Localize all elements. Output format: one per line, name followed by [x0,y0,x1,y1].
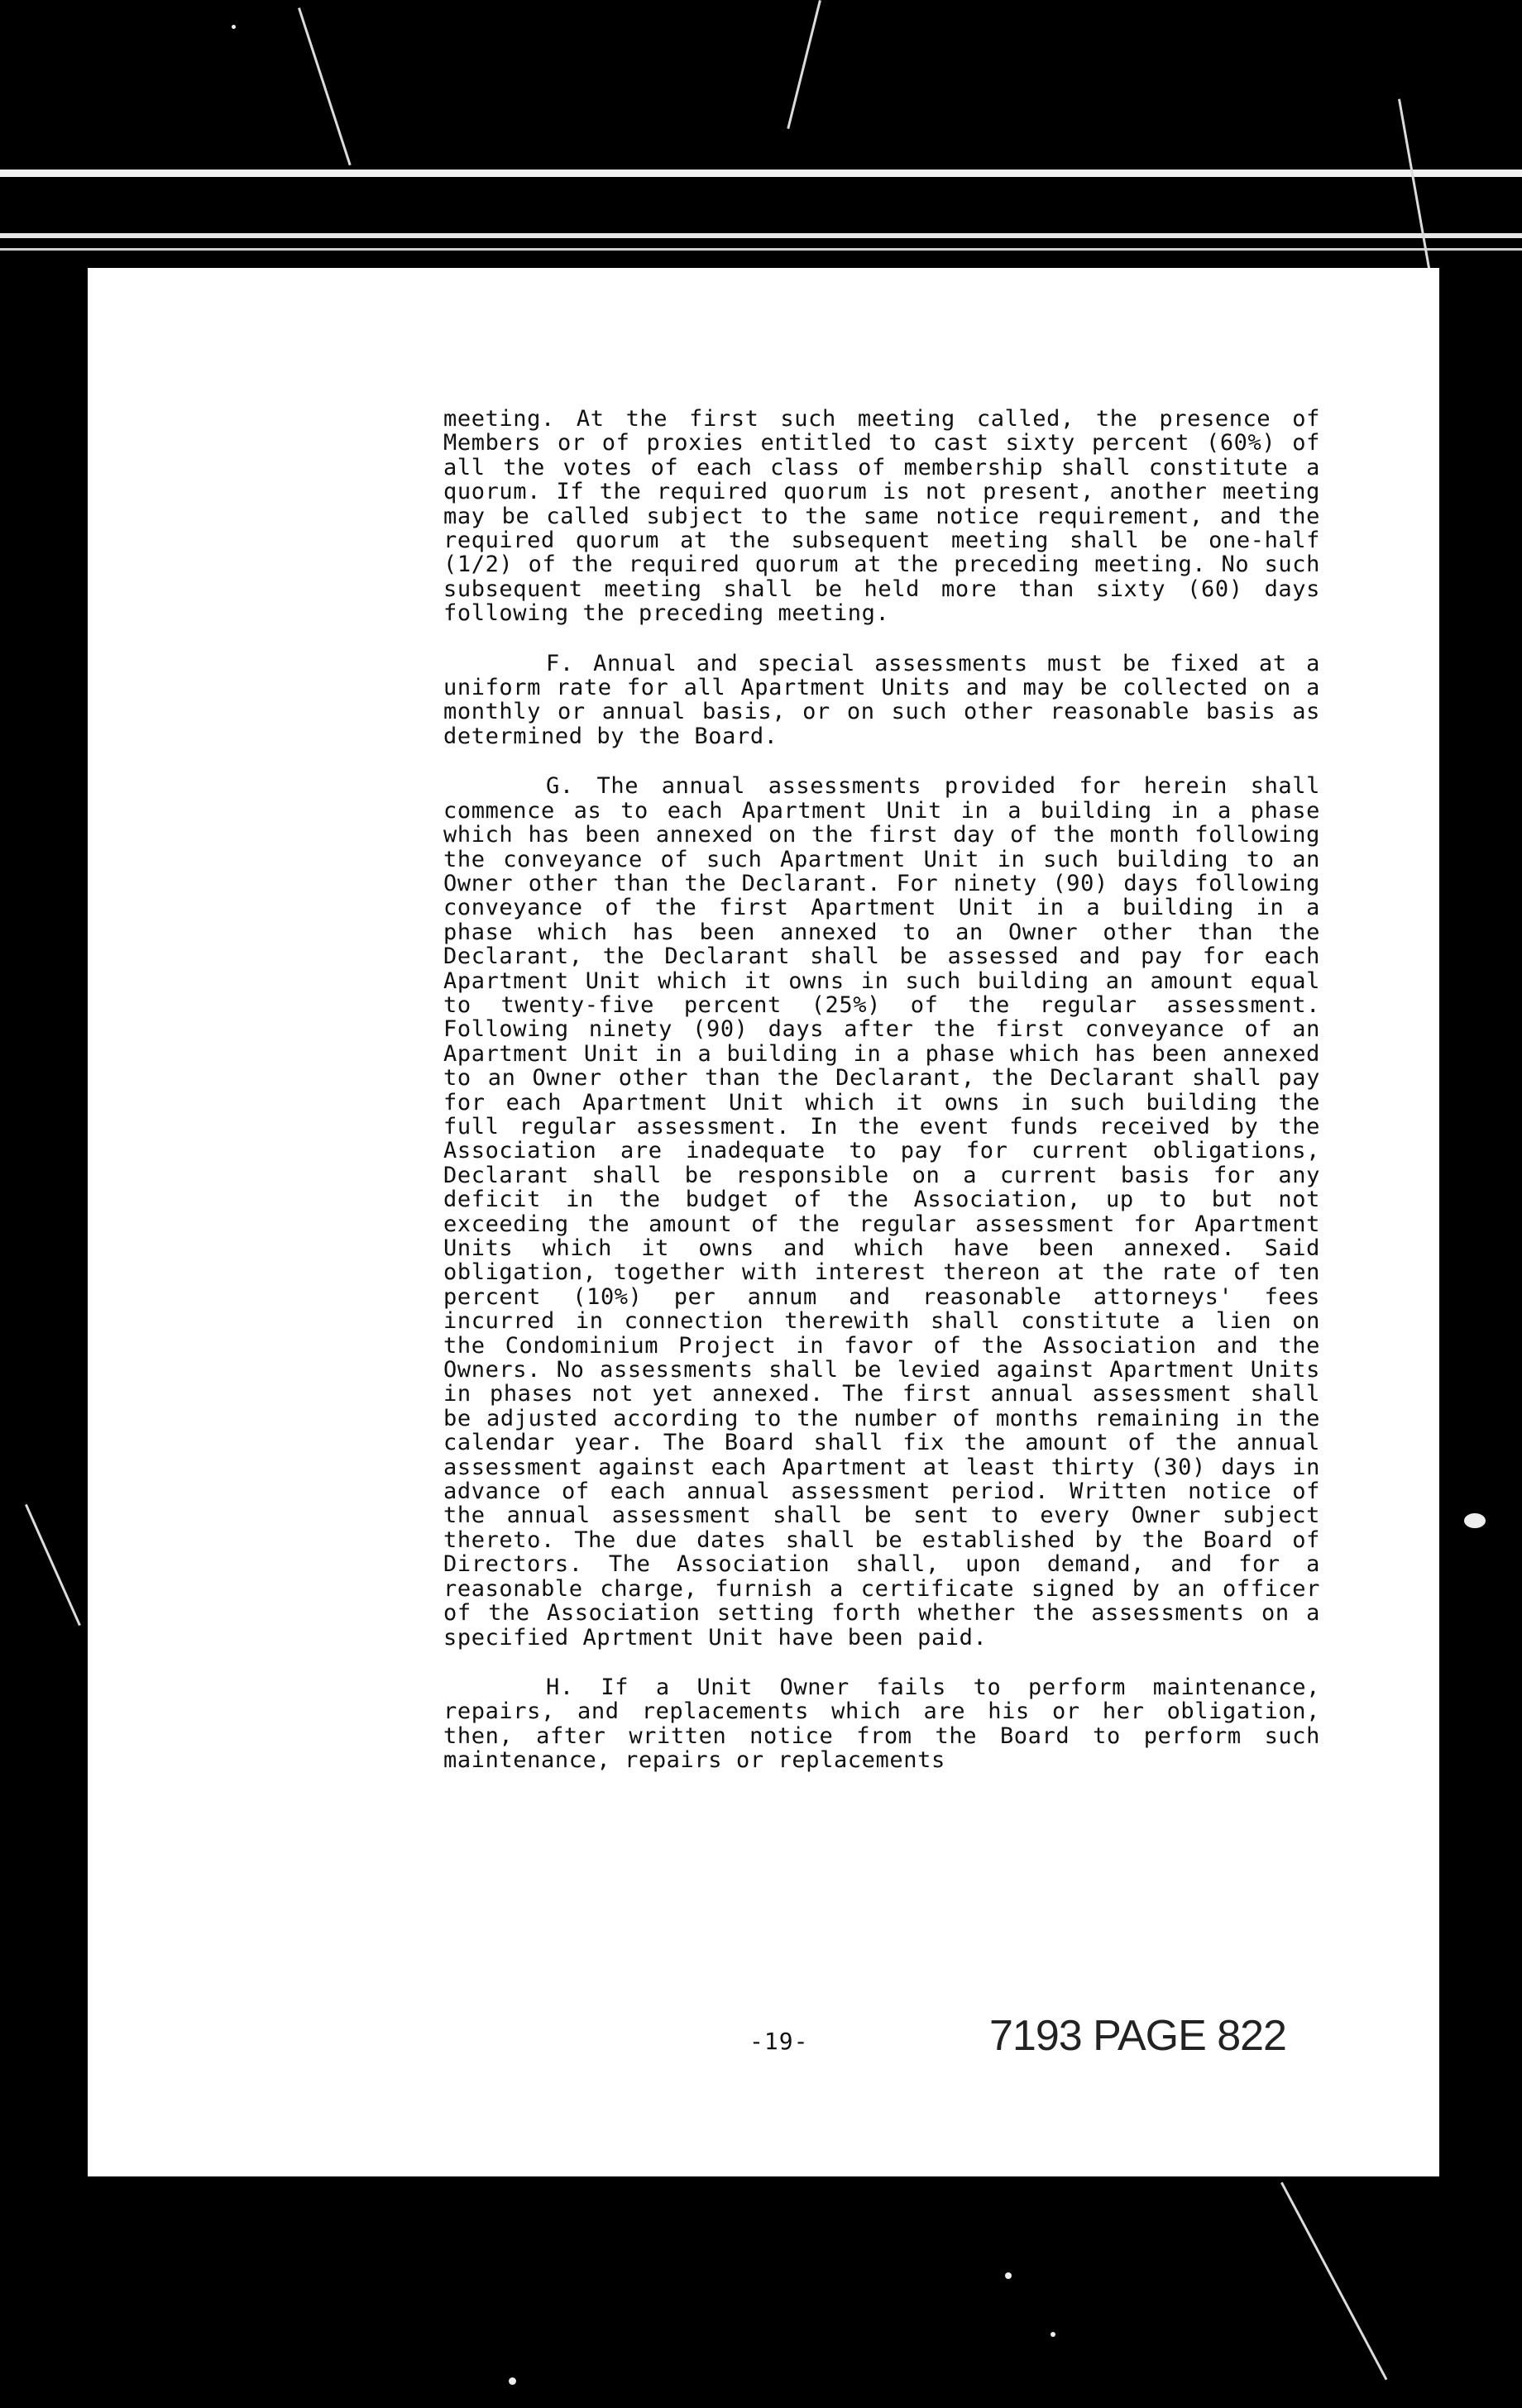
scanner-edge-band [0,233,1522,238]
scan-scratch [787,0,821,129]
document-page [88,268,1439,2176]
scan-speck [1005,2272,1012,2279]
scan-speck [1464,1513,1486,1528]
scan-scratch [298,7,352,165]
paragraph-section-f: F. Annual and special assessments must be fixed at a uniform rate for all Apartment Units and may be collected on a monthly or annual basis, or on such other reasonable basis as determined by the Board. [443,650,1320,749]
scan-scratch [1398,98,1432,278]
scan-scratch [1280,2182,1387,2381]
page-number: -19- [749,2028,809,2055]
paragraph-section-g: G. The annual assessments provided for herein shall commence as to each Apartment Unit in a building in a phase which has been annexed on the first day of the month following the conveyance of such Apartment Unit in such building to an Owner other than the Declarant. For ninety (90) days following conveyance of the first Apartment Unit in a building in a phase which has been annexed to an Owner other than the Declarant, the Declarant shall be assessed and pay for each Apartment Unit which it owns in such building an amount equal to twenty-five percent (25%) of the regular assessment. Following ninety (90) days after the first conveyance of an Apartment Unit in a building in a phase which has been annexed to an Owner other than the Declarant, the Declarant shall pay for each Apartment Unit which it owns in such building the full regular assessment. In the event funds received by the Association are inadequate to pay for current obligations, Declarant shall be responsible on a current basis for any deficit in the budget of the Association, up to but not exceeding the amount of the regular assessment for Apartment Units which it owns and which have been annexed. Said obligation, together with interest thereon at the rate of ten percent (10%) per annum and reasonable attorneys' fees incurred in connection therewith shall constitute a lien on the Condominium Project in favor of the Association and the Owners. No assessments shall be levied against Apartment Units in phases not yet annexed. The first annual assessment shall be adjusted according to the number of months remaining in the calendar year. The Board shall fix the amount of the annual assessment against each Apartment at least thirty (30) days in advance of each annual assessment period. Written notice of the annual assessment shall be sent to every Owner subject thereto. The due dates shall be established by the Board of Directors. The Association shall, upon demand, and for a reasonable charge, furnish a certificate signed by an officer of the Association setting forth whether the assessments on a specified Aprtment Unit have been paid. [443,773,1320,1651]
book-page-stamp: 7193 PAGE 822 [989,2012,1286,2060]
paragraph-continuation: meeting. At the first such meeting called, the presence of Members or of proxies entitled to cast sixty percent (60%) of all the votes of each class of membership shall constitute a quorum. If the required quorum is not present, another meeting may be called subject to the same notice requirement, and the required quorum at the subsequent meeting shall be one-half (1/2) of the required quorum at the preceding meeting. No such subsequent meeting shall be held more than sixty (60) days following the preceding meeting. [443,406,1320,627]
scan-scratch [25,1504,81,1626]
scan-speck [509,2377,516,2385]
paragraph-section-h: H. If a Unit Owner fails to perform maintenance, repairs, and replacements which are his or her obligation, then, after written notice from the Board to perform such maintenance, repairs or replacements [443,1674,1320,1774]
scanner-edge-band [0,248,1522,251]
scan-speck [1051,2332,1055,2337]
scanner-edge-band [0,170,1522,177]
scan-speck [232,25,236,29]
body-text [443,407,1320,1799]
